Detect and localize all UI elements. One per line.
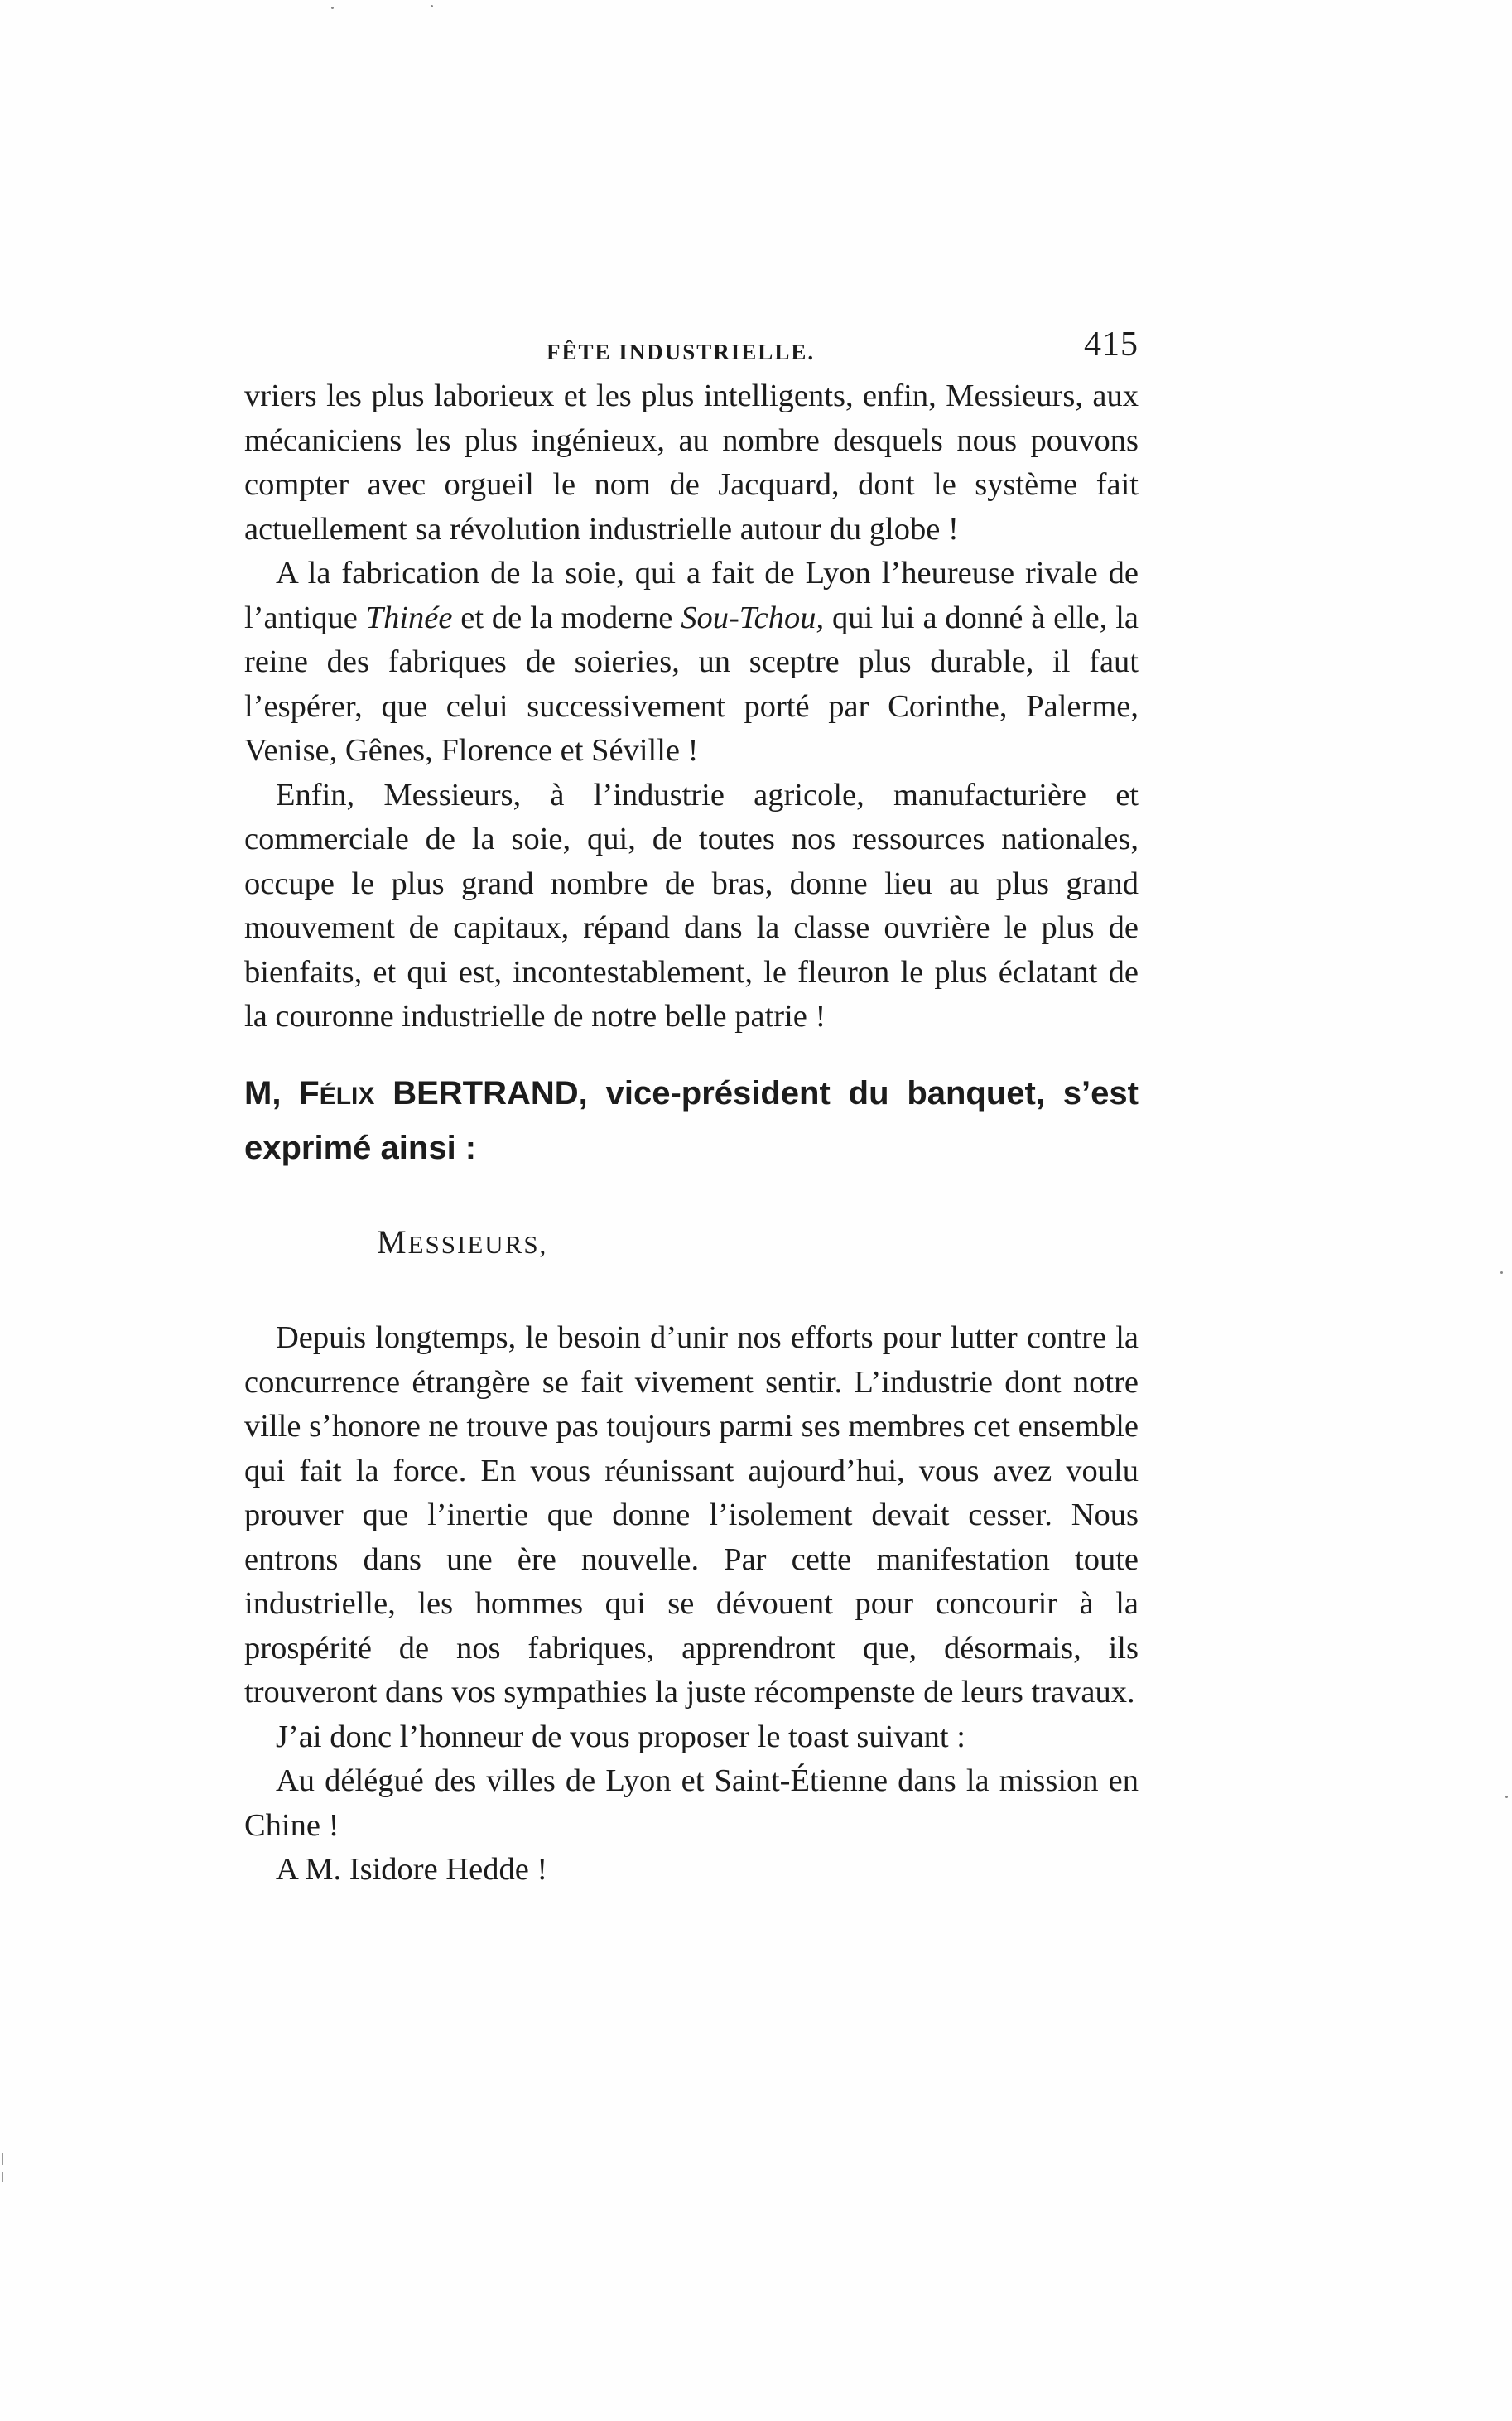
page-header <box>244 325 1147 374</box>
scan-dot <box>1500 1271 1503 1274</box>
speech-toast-recipient: A M. Isidore Hedde ! <box>276 1852 548 1887</box>
text-run: et de la moderne <box>452 600 681 635</box>
scan-mark <box>2 2172 3 2182</box>
scan-mark <box>2 2153 3 2165</box>
page-number: 415 <box>1084 326 1139 364</box>
text-run: qui lui a donné à elle, la reine des fabriques de soieries, un sceptre plus durable, il faut l’espérer, que celui successivement porté par Corinthe, Palerme, Venise, Gênes, Florence et Séville ! <box>244 600 1139 768</box>
body-text <box>244 374 1139 1893</box>
salutation-initial: M <box>377 1223 408 1261</box>
scan-dot <box>331 7 334 9</box>
speech <box>244 1316 1139 1893</box>
speaker-heading <box>244 1068 1139 1174</box>
paragraph-silk-industry: Enfin, Messieurs, à l’industrie agricole, manufacturière et commerciale de la soie, qui, de toutes nos ressources nationales, occupe le plus grand nombre de bras, donne lieu au plus grand mouvement de capitaux, répand dans la classe ouvrière le plus de bienfaits, et qui est, incontestablement, le fleuron le plus éclatant de la couronne industrielle de notre belle patrie ! <box>244 777 1139 1034</box>
speaker-surname: BERTRAND, <box>374 1074 588 1112</box>
scan-dot <box>1505 1796 1508 1798</box>
salutation <box>377 1220 1139 1267</box>
speaker-first-initial: F <box>299 1074 320 1112</box>
text-run: A la fabrication de la soie, qui a fait de Lyon l’heureuse rivale de l’antique <box>244 556 1139 635</box>
speaker-intro: vice-président du banquet, s’est exprimé ainsi : <box>244 1074 1139 1166</box>
speech-paragraph: Depuis longtemps, le besoin d’unir nos efforts pour lutter contre la concurrence étrangère se fait vivement sentir. L’industrie dont notre ville s’honore ne trouve pas toujours parmi ses membres cet ensemble qui fait la force. En vous réunissant aujourd’hui, vous avez voulu prouver que l’inertie que donne l’isolement devait cesser. Nous entrons dans une ère nouvelle. Par cette manifestation toute industrielle, les hommes qui se dévouent pour concourir à la prospérité de nos fabriques, apprendront que, désormais, ils trouveront dans vos sympathies la juste récompenste de leurs travaux. <box>244 1320 1139 1710</box>
speech-toast: Au délégué des villes de Lyon et Saint-Étienne dans la mission en Chine ! <box>244 1763 1139 1843</box>
salutation-rest: ESSIEURS, <box>407 1229 548 1259</box>
speaker-first-name: ÉLIX <box>319 1082 375 1110</box>
paragraph-silk-fabrication <box>244 552 1139 774</box>
running-title: FÊTE INDUSTRIELLE. <box>547 340 816 364</box>
paragraph-continuation: vriers les plus laborieux et les plus intelligents, enfin, Messieurs, aux mécaniciens les plus ingénieux, au nombre desquels nous pouvons compter avec orgueil le nom de Jacquard, dont le système fait actuellement sa révolution industrielle autour du globe ! <box>244 379 1139 547</box>
scan-dot <box>431 5 433 7</box>
italic-place-name: Sou-Tchou, <box>681 600 825 635</box>
speech-paragraph: J’ai donc l’honneur de vous proposer le toast suivant : <box>276 1719 965 1754</box>
italic-place-name: Thinée <box>365 600 453 635</box>
speaker-prefix: M, <box>244 1074 300 1112</box>
